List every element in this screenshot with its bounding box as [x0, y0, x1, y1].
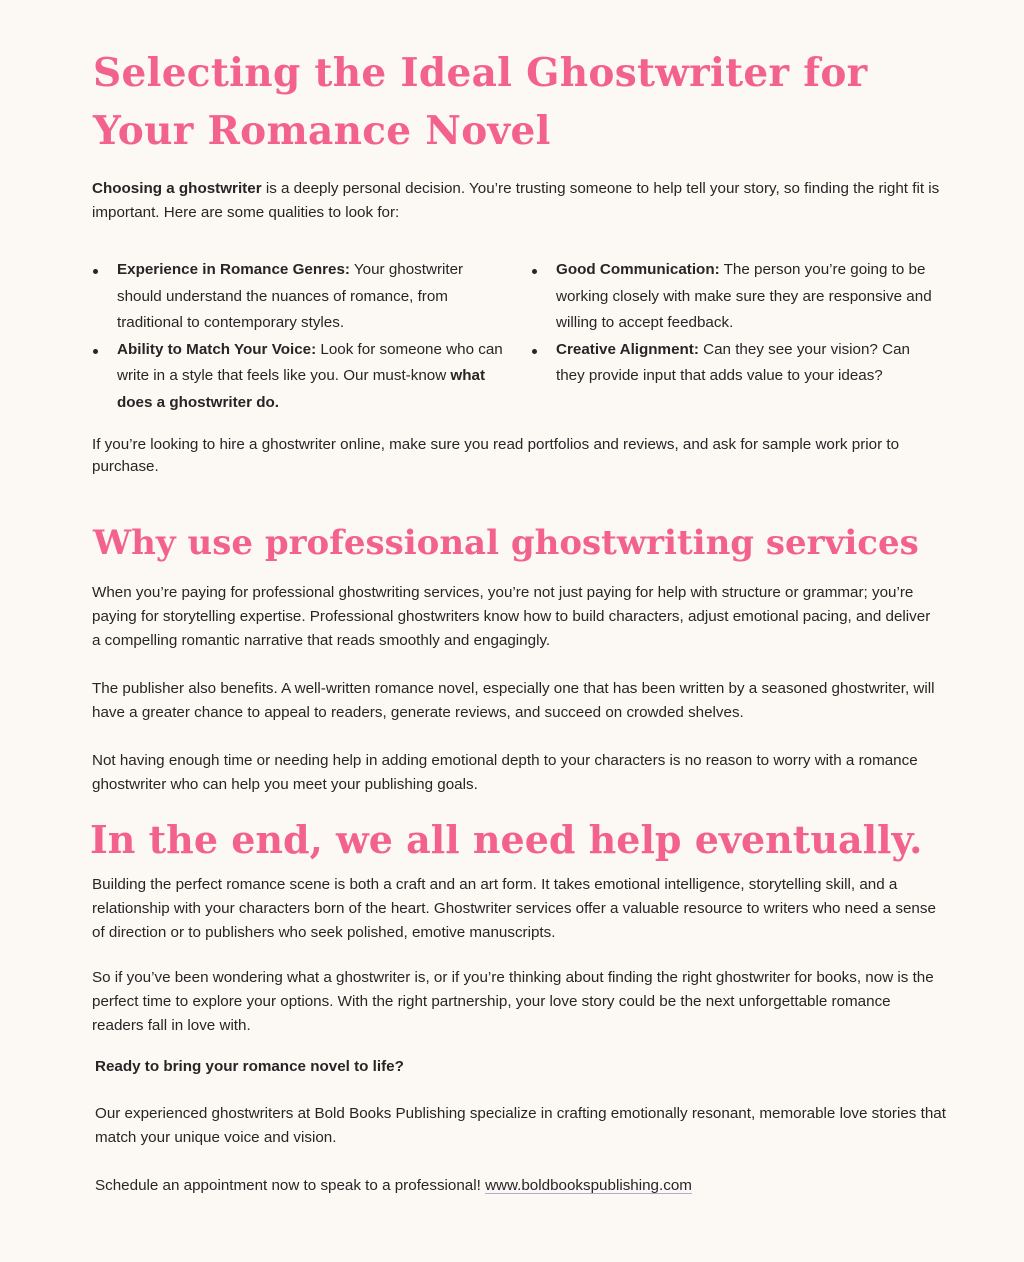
page-title: Selecting the Ideal Ghostwriter for Your Romance Novel	[93, 50, 868, 154]
intro-bold: Choosing a ghostwriter	[92, 180, 262, 197]
intro-text: is a deeply personal decision. You’re trusting someone to help tell your story, so finding the right fit is important. Here are some qualities to look for:	[92, 180, 940, 221]
end-paragraph-2: So if you’ve been wondering what a ghostwriter is, or if you’re thinking about finding the right ghostwriter for books, now is the perfect time to explore your options. With the right partnership, your love story could be the next unforgettable romance readers fall in love with.	[92, 969, 934, 1034]
quality-title: Ability to Match Your Voice:	[117, 340, 317, 358]
section-heading-end: In the end, we all need help eventually.	[90, 817, 923, 862]
why-paragraph-2: The publisher also benefits. A well-written romance novel, especially one that has been written by a seasoned ghostwriter, will have a greater chance to appeal to readers, generate reviews, and succeed on crowded shelves.	[92, 680, 935, 721]
intro-paragraph	[92, 177, 942, 225]
cta-schedule	[95, 1174, 945, 1198]
cta-body: Our experienced ghostwriters at Bold Books Publishing specialize in crafting emotionally resonant, memorable love stories that match your unique voice and vision.	[95, 1105, 946, 1146]
qualities-list-left	[92, 257, 504, 416]
quality-text: The person you’re going to be working closely with make sure they are responsive and willing to accept feedback.	[556, 261, 932, 331]
list-item	[531, 257, 936, 337]
hire-note: If you’re looking to hire a ghostwriter online, make sure you read portfolios and reviews, and ask for sample work prior to purchase.	[92, 436, 900, 475]
cta-question: Ready to bring your romance novel to life?	[95, 1058, 404, 1075]
list-item	[531, 337, 936, 390]
quality-title: Experience in Romance Genres:	[117, 261, 350, 278]
quality-title: Good Communication:	[556, 261, 720, 278]
end-paragraph-1: Building the perfect romance scene is both a craft and an art form. It takes emotional intelligence, storytelling skill, and a relationship with your characters born of the heart. Ghostwriter services offer a valuable resource to writers who need a sense of direction or to publishers who seek polished, emotive manuscripts.	[92, 876, 936, 941]
list-item	[92, 257, 504, 337]
cta-schedule-text: Schedule an appointment now to speak to a professional!	[95, 1177, 486, 1194]
why-paragraph-3: Not having enough time or needing help in adding emotional depth to your characters is no reason to worry with a romance ghostwriter who can help you meet your publishing goals.	[92, 752, 918, 793]
quality-title: Creative Alignment:	[556, 340, 699, 358]
list-item	[92, 337, 504, 417]
website-link[interactable]: www.boldbookspublishing.com	[485, 1177, 692, 1194]
quality-text: Look for someone who can write in a style that feels like you. Our must-know	[117, 340, 503, 384]
qualities-list-right	[531, 257, 936, 390]
quality-text: Can they see your vision? Can they provide input that adds value to your ideas?	[556, 340, 910, 384]
section-heading-why: Why use professional ghostwriting services	[93, 523, 919, 563]
quality-text: Your ghostwriter should understand the nuances of romance, from traditional to contemporary styles.	[117, 261, 464, 331]
why-paragraph-1: When you’re paying for professional ghostwriting services, you’re not just paying for help with structure or grammar; you’re paying for storytelling expertise. Professional ghostwriters know how to build characters, adjust emotional pacing, and deliver a compelling romantic narrative that reads smoothly and engagingly.	[92, 584, 931, 649]
quality-link-text: what does a ghostwriter do.	[117, 367, 486, 411]
